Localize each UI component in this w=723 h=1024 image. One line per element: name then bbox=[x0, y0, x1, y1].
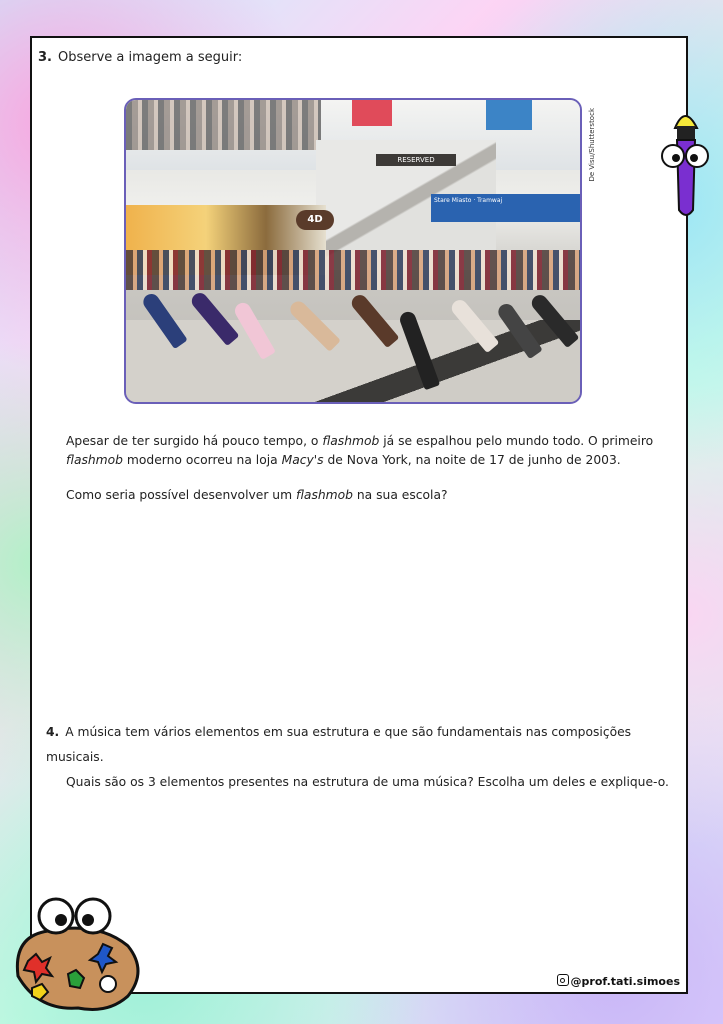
instagram-icon bbox=[557, 974, 569, 986]
paragraph-text: de Nova York, na noite de 17 de junho de 2003. bbox=[323, 453, 621, 467]
question-3-number: 3. bbox=[38, 50, 52, 65]
photo-direction-sign: Stare Miasto · Tramwaj bbox=[431, 194, 581, 222]
photo-4d-sign: 4D bbox=[296, 210, 334, 230]
question-4-line1: A música tem vários elementos em sua estrutura e que são fundamentais nas composições musicais. bbox=[46, 725, 632, 764]
photo-red-banner bbox=[352, 100, 392, 126]
paragraph-text: já se espalhou pelo mundo todo. O primeiro bbox=[379, 434, 654, 448]
instagram-handle bbox=[557, 974, 680, 988]
paintbrush-character-icon bbox=[655, 102, 715, 222]
question-text: Como seria possível desenvolver um bbox=[66, 488, 296, 502]
photo-balcony bbox=[126, 100, 321, 150]
paragraph-italic: flashmob bbox=[322, 434, 380, 448]
handle-text: @prof.tati.simoes bbox=[570, 975, 680, 988]
question-4 bbox=[46, 720, 676, 795]
question-3-text bbox=[66, 488, 676, 502]
paragraph-text: Apesar de ter surgido há pouco tempo, o bbox=[66, 434, 323, 448]
question-4-line2: Quais são os 3 elementos presentes na estrutura de uma música? Escolha um deles e explique-o. bbox=[66, 775, 669, 789]
question-text: na sua escola? bbox=[352, 488, 448, 502]
worksheet-page bbox=[30, 36, 688, 994]
paragraph-italic: flashmob bbox=[66, 453, 123, 467]
photo-crowd bbox=[126, 250, 580, 290]
flashmob-photo bbox=[124, 98, 582, 404]
photo-credit: De Visu/Shutterstock bbox=[588, 108, 596, 182]
question-3-heading bbox=[38, 50, 242, 65]
paragraph-italic: Macy's bbox=[281, 453, 324, 467]
photo-reserved-sign: RESERVED bbox=[376, 154, 456, 166]
question-3-prompt: Observe a imagem a seguir: bbox=[57, 50, 243, 65]
flashmob-paragraph bbox=[66, 432, 676, 470]
paragraph-text: moderno ocorreu na loja bbox=[123, 453, 282, 467]
photo-blue-banner bbox=[486, 100, 532, 130]
question-italic: flashmob bbox=[295, 488, 353, 502]
question-4-number: 4. bbox=[46, 725, 60, 739]
paint-palette-character-icon bbox=[8, 896, 148, 1016]
